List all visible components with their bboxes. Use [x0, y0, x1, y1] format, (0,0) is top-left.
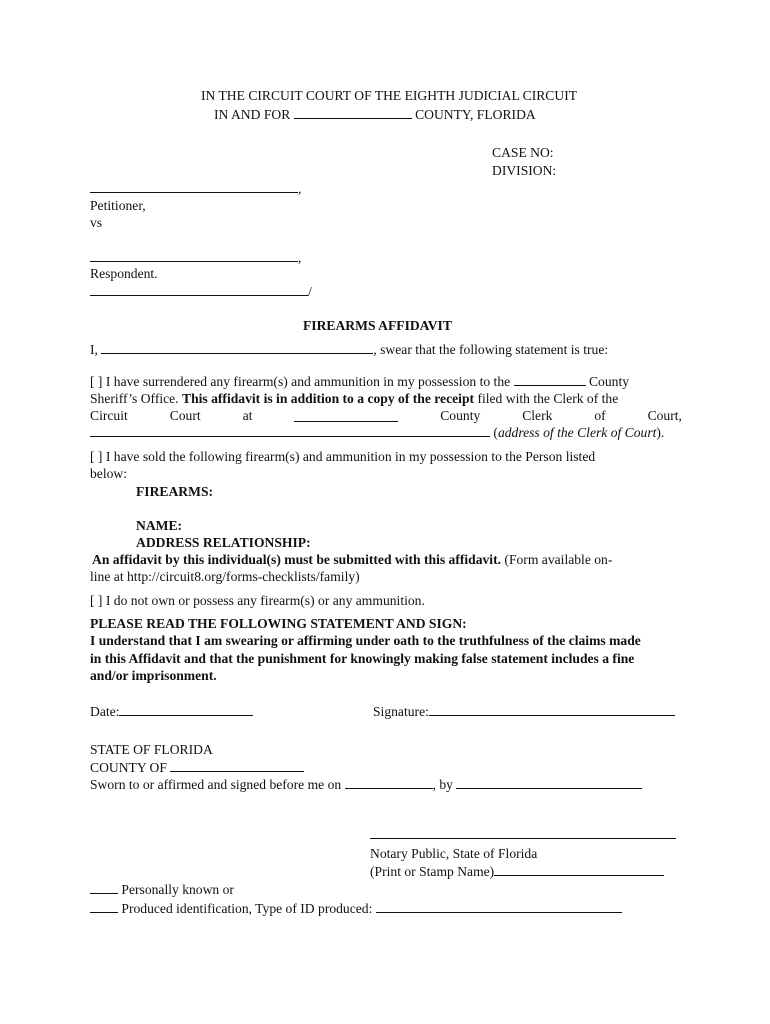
- sheriff-county-field[interactable]: [514, 374, 586, 386]
- option-1-receipt-note: This affidavit is in addition to a copy of the receipt: [182, 391, 475, 406]
- buyer-affidavit-required: An affidavit by this individual(s) must be submitted with this affidavit.: [92, 552, 502, 567]
- sworn-by-label: , by: [432, 777, 453, 792]
- option-1-clerk: filed with the Clerk of the: [477, 391, 619, 406]
- date-field[interactable]: [119, 704, 253, 716]
- word-court-comma: Court,: [647, 408, 682, 423]
- respondent-name-line: [90, 250, 301, 266]
- option-1-line-4: [90, 425, 664, 441]
- court-line-2-suffix: COUNTY, FLORIDA: [415, 107, 536, 122]
- buyer-affidavit-form-note: (Form available on-: [504, 552, 613, 567]
- case-no-label: CASE NO:: [492, 145, 554, 160]
- name-label: NAME:: [136, 518, 183, 533]
- option-1-checkbox-text[interactable]: [ ] I have surrendered any firearm(s) and ammunition in my possession to the: [90, 374, 511, 389]
- sworn-label: Sworn to or affirmed and signed before me on: [90, 777, 342, 792]
- produced-id-checkbox[interactable]: [90, 901, 118, 913]
- petitioner-name-field[interactable]: [90, 181, 298, 193]
- word-of: of: [594, 408, 606, 423]
- option-1-county: County: [588, 374, 630, 389]
- word-circuit: Circuit: [90, 408, 128, 423]
- notary-public-label: Notary Public, State of Florida: [370, 846, 538, 861]
- signature-label: Signature:: [373, 704, 429, 719]
- respondent-name-field[interactable]: [90, 250, 298, 262]
- option-1-sheriff: Sheriff’s Office.: [90, 391, 179, 406]
- option-3-line[interactable]: [ ] I do not own or possess any firearm(s) or any ammunition.: [90, 593, 425, 608]
- statement-line-1: I understand that I am swearing or affirming under oath to the truthfulness of the claims made: [90, 633, 641, 648]
- option-1-line-1: [90, 374, 629, 390]
- court-line-2-prefix: IN AND FOR: [214, 107, 291, 122]
- produced-id-line: [90, 901, 622, 917]
- clerk-county-field[interactable]: [294, 410, 398, 422]
- print-name-label: (Print or Stamp Name): [370, 864, 495, 879]
- swear-prefix: I,: [90, 342, 98, 357]
- swear-line: [90, 342, 608, 358]
- affiant-name-field[interactable]: [101, 342, 373, 354]
- paren-open: (: [493, 425, 498, 440]
- statement-line-3: and/or imprisonment.: [90, 668, 217, 683]
- county-of-label: COUNTY OF: [90, 760, 167, 775]
- print-name-line: [370, 864, 664, 880]
- firearms-label: FIREARMS:: [136, 484, 214, 499]
- signature-line: [373, 704, 675, 720]
- petitioner-label: Petitioner,: [90, 198, 146, 213]
- versus-label: vs: [90, 215, 103, 230]
- sworn-line: [90, 777, 642, 793]
- petitioner-name-line: [90, 181, 301, 197]
- sworn-date-field[interactable]: [345, 777, 433, 789]
- statement-heading: PLEASE READ THE FOLLOWING STATEMENT AND SIGN:: [90, 616, 467, 631]
- document-title: FIREARMS AFFIDAVIT: [303, 318, 452, 333]
- word-court: Court: [169, 408, 201, 423]
- option-2-line-1[interactable]: [ ] I have sold the following firearm(s) and ammunition in my possession to the Person listed: [90, 449, 596, 464]
- option-1-line-2: [90, 391, 618, 407]
- word-clerk: Clerk: [522, 408, 553, 423]
- caption-slash: /: [308, 284, 312, 299]
- court-line-2: [214, 107, 536, 123]
- date-label: Date:: [90, 704, 120, 719]
- county-of-line: [90, 760, 304, 776]
- word-county: County: [440, 408, 481, 423]
- caption-close-rule: [90, 284, 308, 296]
- personally-known-label: Personally known or: [121, 882, 234, 897]
- county-name-field[interactable]: [294, 107, 412, 119]
- clerk-address-hint: address of the Clerk of Court: [497, 425, 657, 440]
- signature-field[interactable]: [429, 704, 675, 716]
- notary-county-field[interactable]: [170, 760, 304, 772]
- option-1-line-3: [90, 408, 682, 424]
- petitioner-comma: ,: [298, 181, 302, 196]
- respondent-comma: ,: [298, 250, 302, 265]
- notary-signature-field[interactable]: [370, 838, 676, 839]
- option-2-line-2: below:: [90, 466, 127, 481]
- caption-close-line: [90, 284, 312, 300]
- personally-known-checkbox[interactable]: [90, 882, 118, 894]
- buyer-affidavit-line-1: [92, 552, 612, 568]
- buyer-affidavit-line-2: line at http://circuit8.org/forms-checklists/family): [90, 569, 360, 584]
- date-line: [90, 704, 253, 720]
- notary-print-name-field[interactable]: [494, 864, 664, 876]
- id-type-field[interactable]: [376, 901, 622, 913]
- produced-id-label: Produced identification, Type of ID produced:: [121, 901, 373, 916]
- respondent-label: Respondent.: [90, 266, 158, 281]
- sworn-by-field[interactable]: [456, 777, 642, 789]
- statement-line-2: in this Affidavit and that the punishment for knowingly making false statement includes a fine: [90, 651, 635, 666]
- clerk-address-field[interactable]: [90, 425, 490, 437]
- paren-close: ).: [656, 425, 665, 440]
- address-relationship-label: ADDRESS RELATIONSHIP:: [136, 535, 311, 550]
- division-label: DIVISION:: [492, 163, 557, 178]
- swear-suffix: , swear that the following statement is true:: [373, 342, 609, 357]
- word-at: at: [242, 408, 253, 423]
- personally-known-line: [90, 882, 234, 898]
- court-line-1: IN THE CIRCUIT COURT OF THE EIGHTH JUDICIAL CIRCUIT: [201, 88, 578, 103]
- state-of-florida: STATE OF FLORIDA: [90, 742, 213, 757]
